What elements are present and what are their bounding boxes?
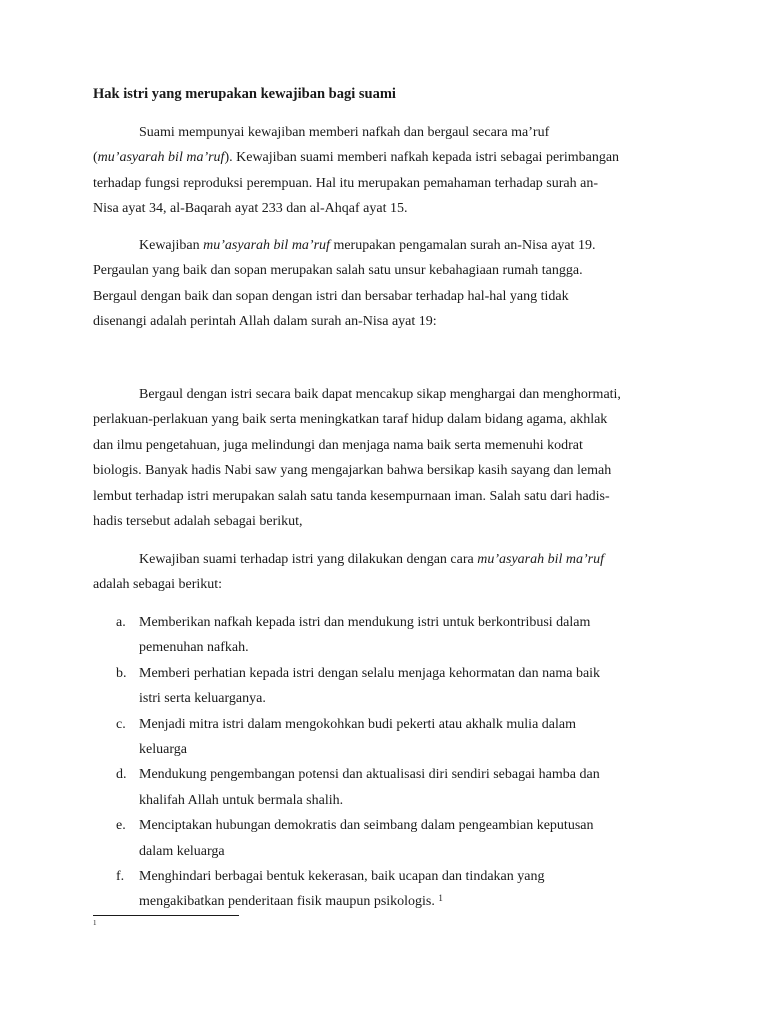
list-item [93,661,683,712]
list-item-line: Menghindari berbagai bentuk kekerasan, baik ucapan dan tindakan yang [139,869,545,885]
paragraph-line [93,145,683,170]
footnote-separator [93,915,239,916]
italic-term: mu’asyarah bil ma’ruf [97,150,225,166]
paragraph-line: terhadap fungsi reproduksi perempuan. Hal itu merupakan pemahaman terhadap surah an- [93,175,598,191]
list-marker: b. [116,665,127,681]
list-item-line: istri serta keluarganya. [139,691,266,707]
paragraph-line: perlakuan-perlakuan yang baik serta meningkatkan taraf hidup dalam bidang agama, akhlak [93,412,608,428]
paragraph-line: Suami mempunyai kewajiban memberi nafkah dan bergaul secara ma’ruf [139,125,550,140]
paragraph-line: Nisa ayat 34, al-Baqarah ayat 233 dan al-Ahqaf ayat 15. [93,201,408,217]
list-item-line: Memberikan nafkah kepada istri dan mendukung istri untuk berkontribusi dalam [139,615,591,630]
paragraph-muasyarah [93,233,683,335]
footnote-number: 1 [93,919,97,927]
text-run: ). Kewajiban suami memberi nafkah kepada istri sebagai perimbangan [224,150,620,166]
paragraph-kewajiban-suami [93,547,683,598]
text-run: mengakibatkan penderitaan fisik maupun psikologis. [139,894,439,910]
list-item-line: dalam keluarga [139,843,225,859]
list-marker: c. [116,716,126,732]
italic-term: mu’asyarah bil ma’ruf [477,552,604,567]
paragraph-line: Bergaul dengan istri secara baik dapat mencakup sikap menghargai dan menghormati, [139,387,621,402]
list-item-line: pemenuhan nafkah. [139,640,249,656]
paragraph-line: biologis. Banyak hadis Nabi saw yang mengajarkan bahwa bersikap kasih sayang dan lemah [93,463,612,479]
list-item-line: Mendukung pengembangan potensi dan aktualisasi diri sendiri sebagai hamba dan [139,767,600,783]
list-item [93,762,683,813]
paragraph-line: lembut terhadap istri merupakan salah satu tanda kesempurnaan iman. Salah satu dari hadis- [93,488,610,504]
paragraph-line: Pergaulan yang baik dan sopan merupakan salah satu unsur kebahagiaan rumah tangga. [93,263,583,279]
section-heading: Hak istri yang merupakan kewajiban bagi suami [93,86,396,102]
paragraph-line: disenangi adalah perintah Allah dalam surah an-Nisa ayat 19: [93,314,437,330]
paragraph-line: Bergaul dengan baik dan sopan dengan istri dan bersabar terhadap hal-hal yang tidak [93,288,569,304]
obligation-list [93,610,683,915]
paragraph-line: hadis tersebut adalah sebagai berikut, [93,514,303,530]
footnote-reference[interactable]: 1 [438,893,443,904]
text-run: merupakan pengamalan surah an-Nisa ayat 19. [329,238,596,253]
paragraph-line [93,547,683,572]
paragraph-line: adalah sebagai berikut: [93,577,223,593]
list-marker: e. [116,818,126,834]
list-item [93,813,683,864]
list-marker: d. [116,767,127,783]
list-marker: f. [116,869,125,885]
list-item-line: Menciptakan hubungan demokratis dan seimbang dalam pengeambian keputusan [139,818,594,834]
paragraph-line: dan ilmu pengetahuan, juga melindungi dan menjaga nama baik serta memenuhi kodrat [93,437,583,453]
text-run: ( [93,150,98,166]
list-item-line: Memberi perhatian kepada istri dengan selalu menjaga kehormatan dan nama baik [139,665,601,681]
list-item-line [139,889,683,914]
paragraph-line [93,233,683,258]
text-run: Kewajiban suami terhadap istri yang dilakukan dengan cara [139,552,478,567]
paragraph-bergaul [93,382,683,534]
paragraph-nafkah [93,120,683,222]
text-run: Kewajiban [139,238,204,253]
list-item [93,864,683,915]
list-item-line: Menjadi mitra istri dalam mengokohkan budi pekerti atau akhalk mulia dalam [139,716,576,732]
list-marker: a. [116,615,126,630]
list-item [93,712,683,763]
italic-term: mu’asyarah bil ma’ruf [203,238,330,253]
list-item [93,610,683,661]
list-item-line: khalifah Allah untuk bermala shalih. [139,792,344,808]
list-item-line: keluarga [139,742,187,758]
